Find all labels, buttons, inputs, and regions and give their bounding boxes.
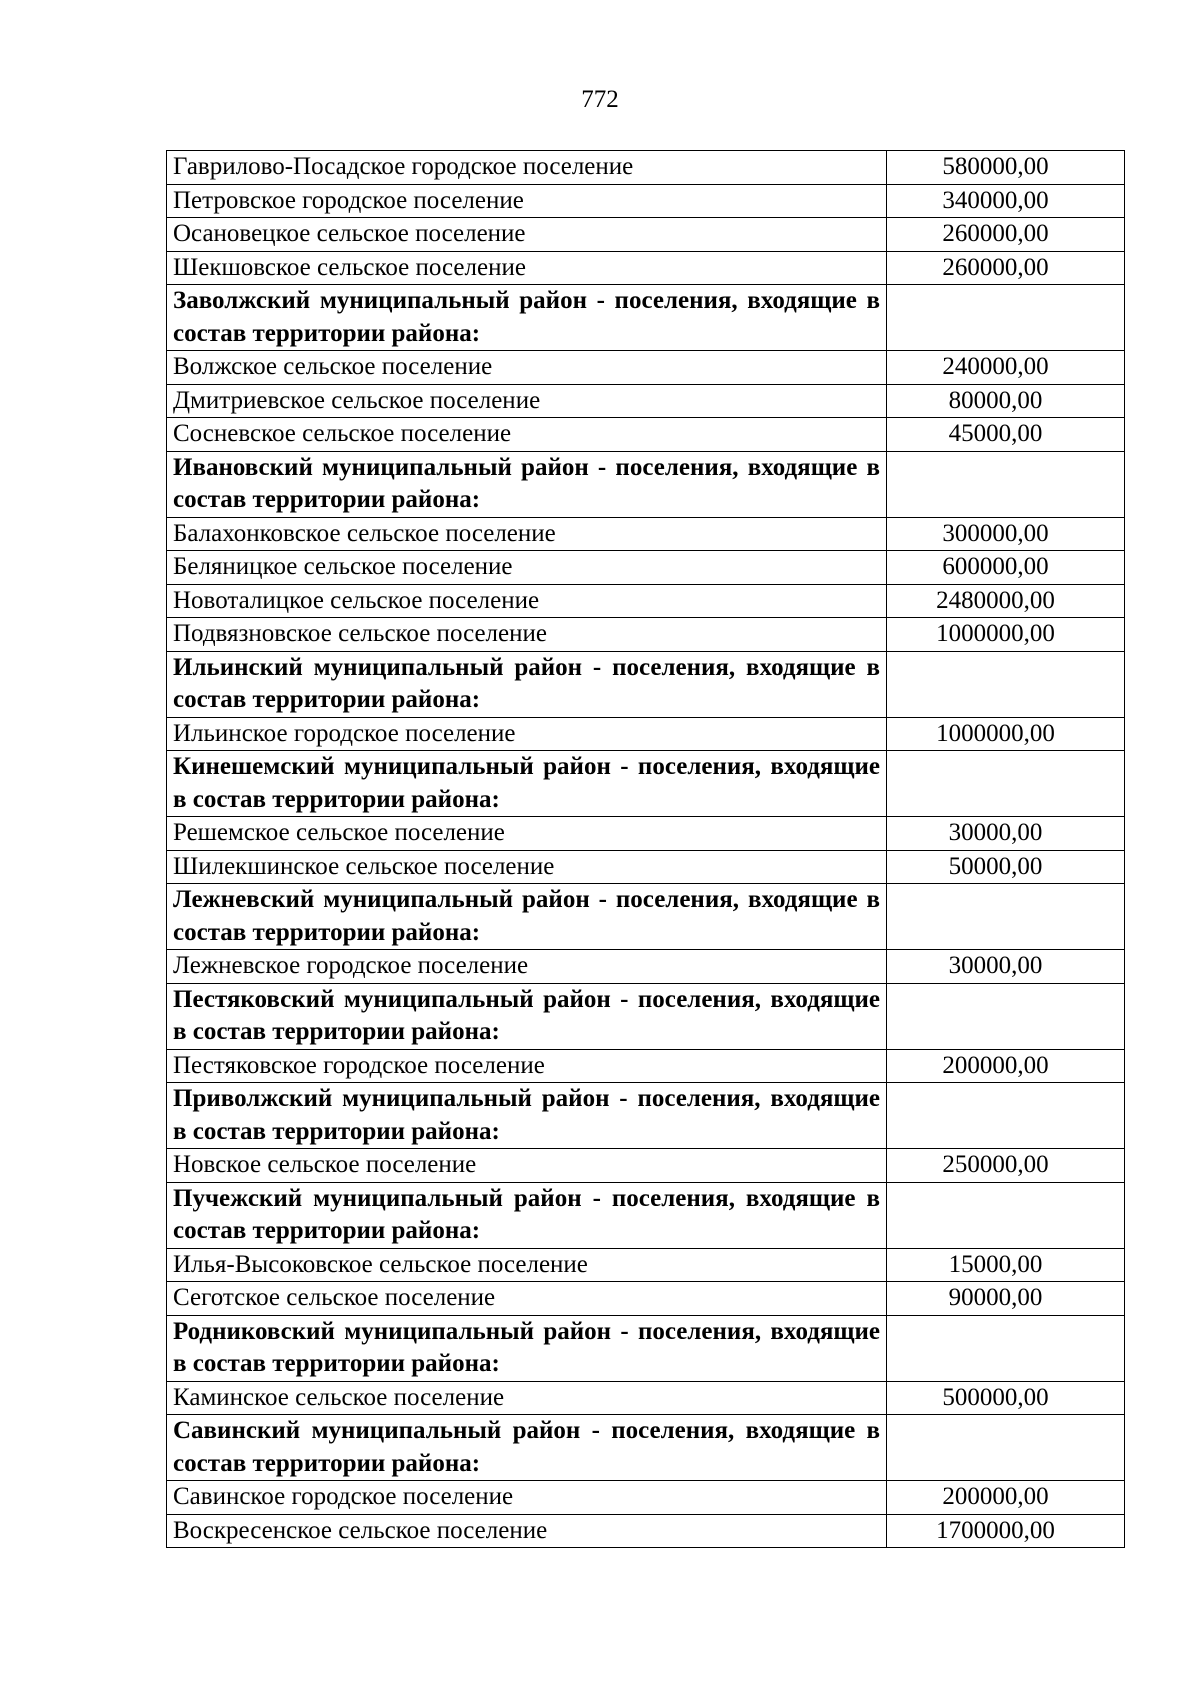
district-heading-row	[167, 651, 1125, 717]
settlement-name: Савинское городское поселение	[167, 1481, 887, 1515]
amount-cell	[887, 751, 1125, 817]
district-heading-row	[167, 1315, 1125, 1381]
table-row	[167, 717, 1125, 751]
settlement-name: Новское сельское поселение	[167, 1149, 887, 1183]
settlement-name: Гаврилово-Посадское городское поселение	[167, 151, 887, 185]
settlement-name: Пестяковское городское поселение	[167, 1049, 887, 1083]
district-heading-row	[167, 1182, 1125, 1248]
settlement-name: Лежневское городское поселение	[167, 950, 887, 984]
table-row	[167, 251, 1125, 285]
settlement-name: Петровское городское поселение	[167, 184, 887, 218]
amount-cell: 500000,00	[887, 1381, 1125, 1415]
amount-cell	[887, 1315, 1125, 1381]
settlement-name: Осановецкое сельское поселение	[167, 218, 887, 252]
allocation-table-body	[167, 151, 1125, 1548]
table-row	[167, 151, 1125, 185]
settlement-name: Каминское сельское поселение	[167, 1381, 887, 1415]
settlement-name: Подвязновское сельское поселение	[167, 618, 887, 652]
amount-cell: 2480000,00	[887, 584, 1125, 618]
amount-cell	[887, 1415, 1125, 1481]
table-row	[167, 1248, 1125, 1282]
table-row	[167, 1282, 1125, 1316]
table-row	[167, 517, 1125, 551]
amount-cell	[887, 983, 1125, 1049]
table-row	[167, 384, 1125, 418]
district-heading-row	[167, 1415, 1125, 1481]
amount-cell: 1000000,00	[887, 717, 1125, 751]
settlement-name: Сеготское сельское поселение	[167, 1282, 887, 1316]
settlement-name: Новоталицкое сельское поселение	[167, 584, 887, 618]
table-row	[167, 184, 1125, 218]
table-row	[167, 817, 1125, 851]
district-heading: Родниковский муниципальный район - поселения, входящие в состав территории района:	[167, 1315, 887, 1381]
settlement-name: Илья-Высоковское сельское поселение	[167, 1248, 887, 1282]
amount-cell: 260000,00	[887, 218, 1125, 252]
amount-cell: 240000,00	[887, 351, 1125, 385]
district-heading: Ильинский муниципальный район - поселения, входящие в состав территории района:	[167, 651, 887, 717]
table-row	[167, 551, 1125, 585]
settlement-name: Балахонковское сельское поселение	[167, 517, 887, 551]
amount-cell: 90000,00	[887, 1282, 1125, 1316]
settlement-name: Ильинское городское поселение	[167, 717, 887, 751]
allocation-table	[166, 150, 1125, 1548]
amount-cell	[887, 651, 1125, 717]
amount-cell	[887, 285, 1125, 351]
amount-cell: 30000,00	[887, 817, 1125, 851]
district-heading: Лежневский муниципальный район - поселения, входящие в состав территории района:	[167, 884, 887, 950]
amount-cell	[887, 451, 1125, 517]
district-heading-row	[167, 884, 1125, 950]
amount-cell: 200000,00	[887, 1049, 1125, 1083]
amount-cell: 260000,00	[887, 251, 1125, 285]
district-heading: Пестяковский муниципальный район - поселения, входящие в состав территории района:	[167, 983, 887, 1049]
district-heading: Кинешемский муниципальный район - поселения, входящие в состав территории района:	[167, 751, 887, 817]
amount-cell: 1000000,00	[887, 618, 1125, 652]
table-row	[167, 850, 1125, 884]
amount-cell: 200000,00	[887, 1481, 1125, 1515]
table-row	[167, 1481, 1125, 1515]
settlement-name: Воскресенское сельское поселение	[167, 1514, 887, 1548]
settlement-name: Беляницкое сельское поселение	[167, 551, 887, 585]
settlement-name: Волжское сельское поселение	[167, 351, 887, 385]
table-row	[167, 218, 1125, 252]
amount-cell: 340000,00	[887, 184, 1125, 218]
district-heading-row	[167, 451, 1125, 517]
table-row	[167, 1049, 1125, 1083]
table-row	[167, 418, 1125, 452]
table-row	[167, 1149, 1125, 1183]
amount-cell: 30000,00	[887, 950, 1125, 984]
settlement-name: Шилекшинское сельское поселение	[167, 850, 887, 884]
district-heading-row	[167, 983, 1125, 1049]
district-heading-row	[167, 751, 1125, 817]
table-row	[167, 351, 1125, 385]
table-row	[167, 618, 1125, 652]
district-heading: Заволжский муниципальный район - поселения, входящие в состав территории района:	[167, 285, 887, 351]
amount-cell	[887, 884, 1125, 950]
settlement-name: Шекшовское сельское поселение	[167, 251, 887, 285]
settlement-name: Сосневское сельское поселение	[167, 418, 887, 452]
settlement-name: Решемское сельское поселение	[167, 817, 887, 851]
table-row	[167, 950, 1125, 984]
page-number: 772	[581, 86, 619, 113]
district-heading-row	[167, 285, 1125, 351]
amount-cell	[887, 1083, 1125, 1149]
table-row	[167, 1381, 1125, 1415]
amount-cell: 50000,00	[887, 850, 1125, 884]
district-heading: Ивановский муниципальный район - поселения, входящие в состав территории района:	[167, 451, 887, 517]
amount-cell: 250000,00	[887, 1149, 1125, 1183]
amount-cell: 300000,00	[887, 517, 1125, 551]
amount-cell	[887, 1182, 1125, 1248]
district-heading: Савинский муниципальный район - поселения, входящие в состав территории района:	[167, 1415, 887, 1481]
amount-cell: 600000,00	[887, 551, 1125, 585]
amount-cell: 580000,00	[887, 151, 1125, 185]
amount-cell: 1700000,00	[887, 1514, 1125, 1548]
table-row	[167, 1514, 1125, 1548]
district-heading-row	[167, 1083, 1125, 1149]
amount-cell: 45000,00	[887, 418, 1125, 452]
amount-cell: 15000,00	[887, 1248, 1125, 1282]
amount-cell: 80000,00	[887, 384, 1125, 418]
table-row	[167, 584, 1125, 618]
district-heading: Приволжский муниципальный район - поселения, входящие в состав территории района:	[167, 1083, 887, 1149]
settlement-name: Дмитриевское сельское поселение	[167, 384, 887, 418]
district-heading: Пучежский муниципальный район - поселения, входящие в состав территории района:	[167, 1182, 887, 1248]
